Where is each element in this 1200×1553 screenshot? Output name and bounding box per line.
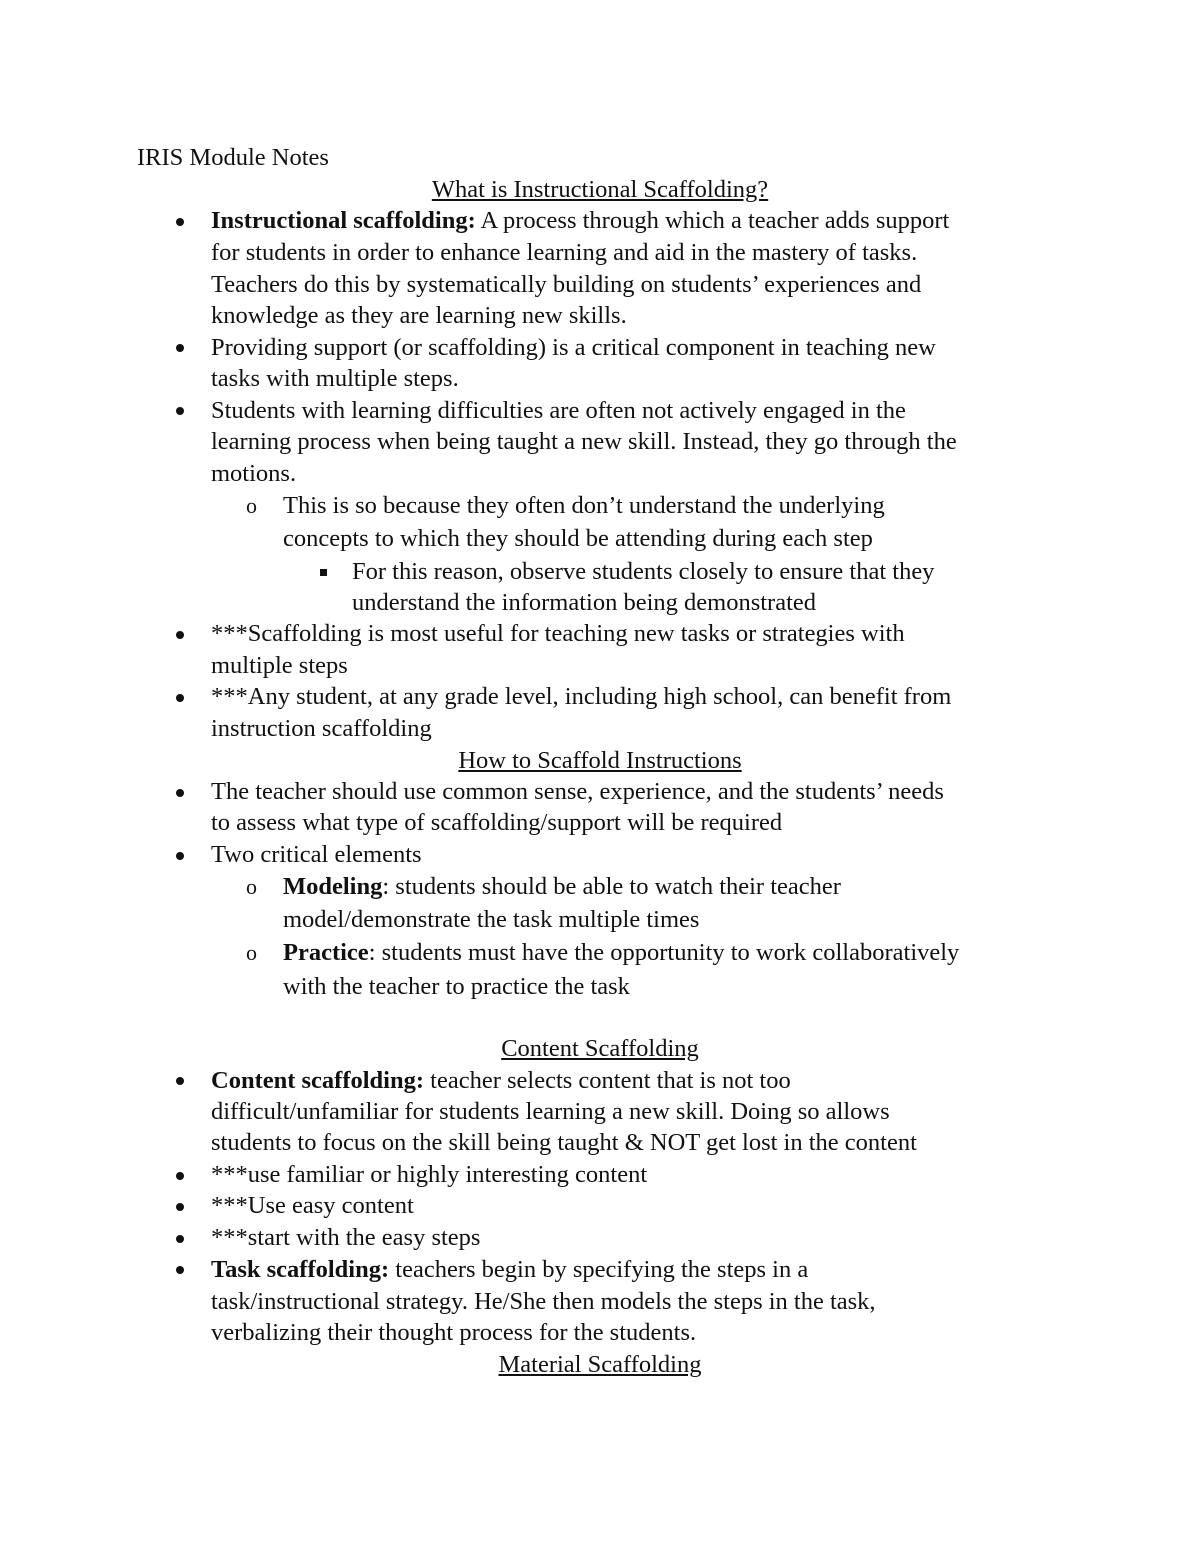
list-item-line	[211, 1255, 808, 1285]
section-heading-content-scaffolding: Content Scaffolding	[501, 1035, 699, 1062]
list-item-line: ***start with the easy steps	[211, 1224, 481, 1251]
bullet-icon	[176, 407, 184, 415]
term-label: Practice	[283, 939, 369, 966]
list-item-line: Students with learning difficulties are often not actively engaged in the	[211, 397, 906, 424]
list-item-text: teachers begin by specifying the steps in a	[389, 1256, 809, 1283]
sub-sub-list-item-line: For this reason, observe students closely to ensure that they	[352, 558, 935, 585]
sub-list-item-line	[283, 872, 841, 902]
circle-bullet-icon: o	[246, 493, 257, 518]
section-heading-material-scaffolding: Material Scaffolding	[498, 1351, 702, 1378]
list-item-line: for students in order to enhance learning and aid in the mastery of tasks.	[211, 239, 918, 266]
list-item-line	[211, 1066, 791, 1096]
circle-bullet-icon: o	[246, 940, 257, 965]
sub-list-item-line: This is so because they often don’t understand the underlying	[283, 492, 885, 519]
list-item-line: Providing support (or scaffolding) is a critical component in teaching new	[211, 334, 936, 361]
list-item-line: multiple steps	[211, 652, 348, 679]
doc-title: IRIS Module Notes	[137, 144, 329, 171]
term-label: Modeling	[283, 873, 383, 900]
bullet-icon	[176, 1266, 184, 1274]
bullet-icon	[176, 631, 184, 639]
list-item-line: instruction scaffolding	[211, 715, 432, 742]
term-label: Content scaffolding:	[211, 1067, 425, 1094]
term-label: Instructional scaffolding:	[211, 207, 476, 234]
circle-bullet-icon: o	[246, 874, 257, 899]
list-item-line: difficult/unfamiliar for students learning a new skill. Doing so allows	[211, 1098, 890, 1125]
list-item-text: A process through which a teacher adds support	[475, 207, 950, 234]
list-item-line: The teacher should use common sense, experience, and the students’ needs	[211, 778, 944, 805]
bullet-icon	[176, 1172, 184, 1180]
sub-sub-list-item-line: understand the information being demonstrated	[352, 589, 817, 616]
list-item-line: verbalizing their thought process for the students.	[211, 1319, 697, 1346]
bullet-icon	[176, 852, 184, 860]
list-item-line: knowledge as they are learning new skills.	[211, 302, 627, 329]
square-bullet-icon	[320, 569, 327, 576]
list-item-line: ***Scaffolding is most useful for teaching new tasks or strategies with	[211, 620, 905, 647]
sub-list-item-line	[283, 938, 959, 968]
bullet-icon	[176, 218, 184, 226]
list-item-line: ***Any student, at any grade level, including high school, can benefit from	[211, 683, 952, 710]
list-item-line	[211, 206, 949, 236]
sub-list-item-text: : students must have the opportunity to work collaboratively	[368, 939, 960, 966]
bullet-icon	[176, 789, 184, 797]
section-heading-instructional-scaffolding: What is Instructional Scaffolding?	[431, 176, 769, 203]
list-item-line: ***Use easy content	[211, 1192, 414, 1219]
list-item-line: tasks with multiple steps.	[211, 365, 459, 392]
bullet-icon	[176, 344, 184, 352]
sub-list-item-line: model/demonstrate the task multiple times	[283, 906, 700, 933]
sub-list-item-text: : students should be able to watch their teacher	[382, 873, 841, 900]
list-item-line: ***use familiar or highly interesting content	[211, 1161, 648, 1188]
bullet-icon	[176, 694, 184, 702]
list-item-line: Two critical elements	[211, 841, 422, 868]
bullet-icon	[176, 1203, 184, 1211]
list-item-line: students to focus on the skill being taught & NOT get lost in the content	[211, 1129, 917, 1156]
sub-list-item-line: with the teacher to practice the task	[283, 973, 630, 1000]
term-label: Task scaffolding:	[211, 1256, 390, 1283]
list-item-line: task/instructional strategy. He/She then models the steps in the task,	[211, 1288, 876, 1315]
section-heading-how-to-scaffold: How to Scaffold Instructions	[458, 747, 742, 774]
sub-list-item-line: concepts to which they should be attending during each step	[283, 525, 873, 552]
bullet-icon	[176, 1235, 184, 1243]
bullet-icon	[176, 1077, 184, 1085]
list-item-line: learning process when being taught a new skill. Instead, they go through the	[211, 428, 957, 455]
list-item-text: teacher selects content that is not too	[424, 1067, 791, 1094]
list-item-line: motions.	[211, 460, 297, 487]
list-item-line: to assess what type of scaffolding/support will be required	[211, 809, 783, 836]
list-item-line: Teachers do this by systematically building on students’ experiences and	[211, 271, 922, 298]
